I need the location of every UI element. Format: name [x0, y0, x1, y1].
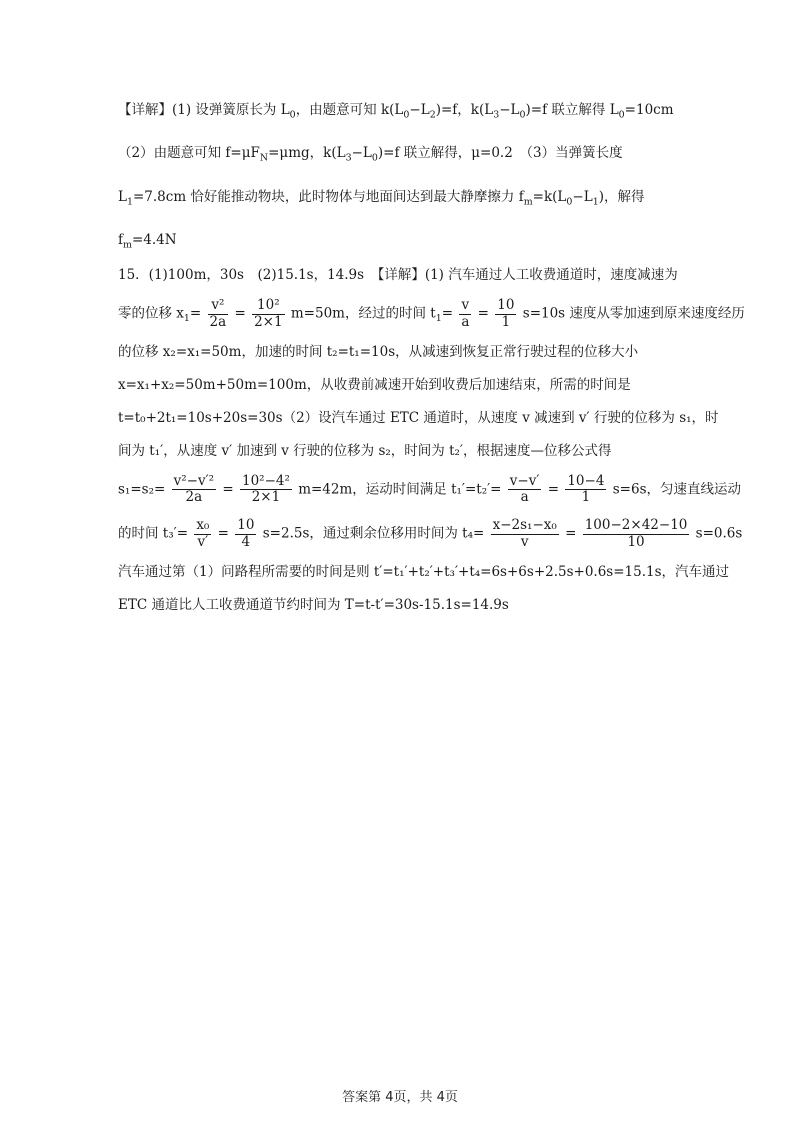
denominator: a: [520, 489, 529, 506]
numerator: v: [459, 298, 471, 315]
q15-line-7: [118, 472, 741, 506]
text: =μmg，k(L: [268, 145, 346, 162]
text: )=f 联立解得 L: [525, 102, 619, 118]
numerator: 10−4: [567, 472, 605, 489]
fraction: [252, 298, 285, 330]
text: −L: [499, 102, 520, 118]
fraction: [172, 474, 216, 506]
fraction: [235, 518, 256, 550]
page-footer: 答案第 4页，共 4页: [342, 1090, 458, 1105]
text: ，由题意可知 k(L: [295, 102, 404, 118]
text: =: [189, 305, 202, 322]
denominator: 4: [241, 533, 251, 550]
q15-line-4: x=x₁+x₂=50m+50m=100m，从收费前减速开始到收费后加速结束，所需的时间是: [118, 377, 631, 394]
text: 零的位移 x: [118, 305, 184, 322]
numerator: v²−v′²: [173, 472, 215, 489]
q14-line-2: （2）由题意可知 $f=\mu F_N=\mu mg$，$k(L_3-L_0)=f$ 联立解得，μ=0.2 （3）当弹簧长度: [118, 145, 623, 165]
text: （2）由题意可知 f=μF: [118, 145, 260, 162]
text: =10cm: [624, 102, 674, 118]
q14-line-3: $L_1=7.8cm$ 恰好能推动物块，此时物体与地面间达到最大静摩擦力 $f_m=k(L_0-L_1)$，解得: [118, 188, 645, 208]
text: )=f 联立解得，μ=0.2 （3）当弹簧长度: [377, 145, 623, 162]
q14-line-1: 【详解】(1) 设弹簧原长为 $L_0$，由题意可知 $k(L_0-L_2)=f$，$k(L_3-L_0)=f$ 联立解得 $L_0=10cm$: [118, 102, 674, 121]
text: )=f，k(L: [435, 102, 494, 118]
fraction: [240, 474, 292, 506]
fraction: [565, 474, 606, 506]
q15-line-1: 15．(1)100m，30s (2)15.1s，14.9s 【详解】(1) 汽车通过人工收费通道时，速度减速为: [118, 267, 678, 284]
fraction: [491, 518, 559, 550]
q14-line-4: $f_m=4.4N$: [118, 231, 177, 251]
q15-answer: [118, 265, 745, 616]
numerator: 10²−4²: [241, 472, 290, 489]
q15-line-6: 间为 t₁′，从速度 v′ 加速到 v 行驶的位移为 s₂，时间为 t₂′，根据速度—位移公式得: [118, 443, 612, 460]
denominator: 1: [501, 313, 511, 330]
text: s=6s，匀速直线运动: [612, 481, 741, 498]
text: =: [547, 481, 560, 498]
text: =4.4N: [131, 231, 177, 248]
text: =: [441, 305, 454, 322]
denominator: 2×1: [254, 313, 283, 330]
denominator: 2a: [185, 489, 203, 506]
fraction: [583, 518, 690, 550]
q15-line-2: 零的位移 $x_1=$ $\frac{\text{v²}}{2a}$ = $\frac{\text{10²}}{2\times 1}$ m=50m，经过的时间 $t_1=$ $\frac{v}{a}$ = $\frac{10}{1}$ s=10s 速度从零加速到原来速度经历: [118, 297, 745, 330]
denominator: 1: [581, 489, 591, 506]
text: 【详解】(1) 设弹簧原长为 L: [118, 102, 290, 118]
q15-line-5: t=t₀+2t₁=10s+20s=30s（2）设汽车通过 ETC 通道时，从速度 v 减速到 v′ 行驶的位移为 s₁，时: [118, 410, 719, 427]
denominator: a: [461, 313, 470, 330]
text: m=50m，经过的时间 t: [290, 305, 436, 322]
denominator: v′: [197, 533, 209, 550]
numerator: x₀: [196, 516, 210, 533]
text: s=0.6s: [695, 525, 743, 542]
q14-detail: [118, 100, 688, 253]
text: −L: [351, 145, 372, 162]
fraction: [194, 518, 211, 550]
text: =: [222, 481, 234, 498]
text: s=10s 速度从零加速到原来速度经历: [522, 305, 745, 322]
denominator: 10: [627, 533, 645, 550]
text: −L: [409, 102, 430, 118]
q15-line-8: [118, 516, 743, 550]
text: =: [217, 525, 229, 542]
text: L: [118, 188, 127, 205]
denominator: v: [520, 533, 529, 550]
text: s=2.5s，通过剩余位移用时间为 t₄=: [262, 525, 485, 542]
text: =: [477, 305, 489, 322]
q15-line-10: ETC 通道比人工收费通道节约时间为 T=t-t′=30s-15.1s=14.9s: [118, 596, 509, 613]
fraction: [459, 298, 471, 330]
text: =: [565, 525, 577, 542]
fraction: [508, 474, 542, 506]
text: =: [234, 305, 246, 322]
text: m=42m，运动时间满足 t₁′=t₂′=: [298, 481, 502, 498]
q15-line-3: 的位移 x₂=x₁=50m，加速的时间 t₂=t₁=10s，从减速到恢复正常行驶过程的位移大小: [118, 344, 639, 361]
answer-content: [118, 100, 745, 616]
q15-line-9: 汽车通过第（1）问路程所需要的时间是则 t′=t₁′+t₂′+t₃′+t₄=6s+6s+2.5s+0.6s=15.1s，汽车通过: [118, 564, 730, 581]
text: )，解得: [598, 188, 645, 205]
denominator: 2a: [209, 313, 227, 330]
text: 的时间 t₃′=: [118, 525, 189, 542]
fraction: [208, 298, 229, 330]
numerator: 100−2×42−10: [584, 516, 688, 533]
text: f: [118, 231, 123, 248]
text: −L: [572, 188, 593, 205]
text: =7.8cm 恰好能推动物块，此时物体与地面间达到最大静摩擦力 f: [132, 188, 524, 205]
numerator: 10: [497, 297, 515, 314]
numerator: x−2s₁−x₀: [492, 516, 557, 533]
numerator: v−v′: [509, 472, 540, 489]
fraction: [495, 298, 516, 330]
text: =k(L: [532, 188, 567, 205]
text: s₁=s₂=: [118, 481, 166, 498]
numerator: 10: [237, 516, 255, 533]
denominator: 2×1: [251, 489, 281, 506]
numerator: 10²: [252, 298, 285, 315]
numerator: v²: [208, 298, 229, 315]
